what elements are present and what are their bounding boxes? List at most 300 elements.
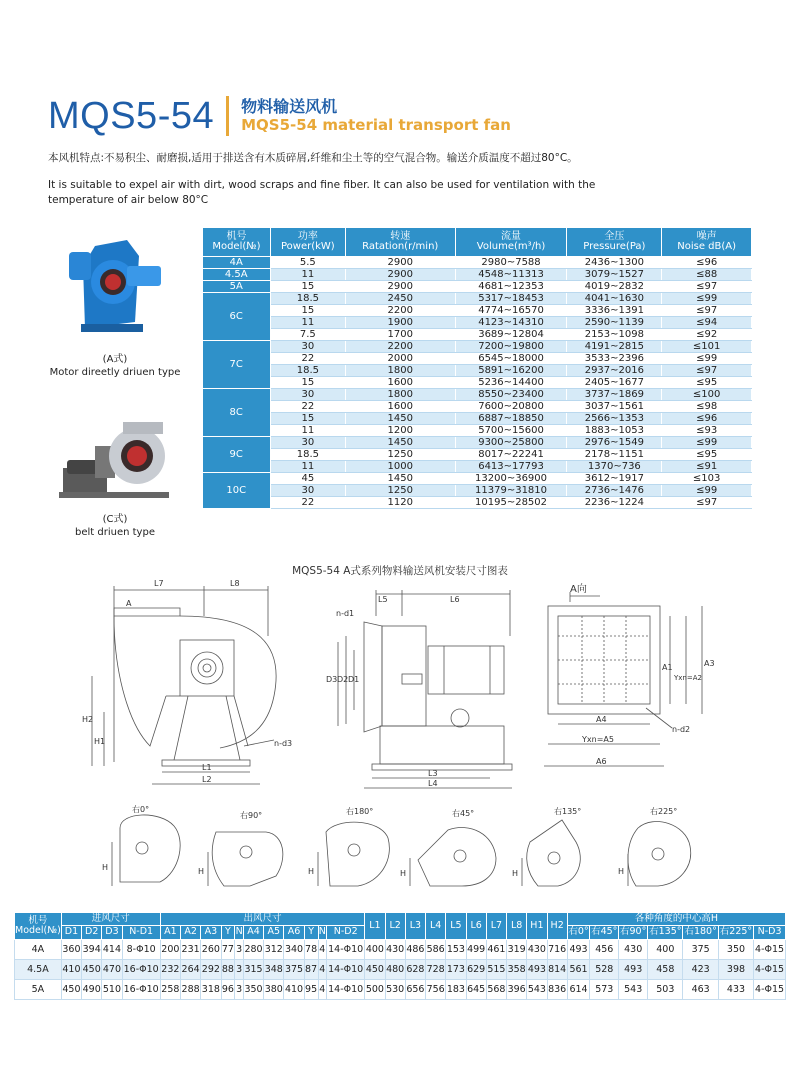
spec-header-cn: 噪声	[696, 230, 717, 242]
spec-cell: 18.5	[270, 449, 345, 461]
dims-cell: 95	[304, 979, 318, 999]
dims-cell: 4-Φ15	[754, 979, 786, 999]
dims-cell: 318	[201, 979, 221, 999]
spec-cell: 22	[270, 353, 345, 365]
dims-row	[15, 939, 786, 959]
spec-cell: 15	[270, 281, 345, 293]
dims-cell: 568	[486, 979, 506, 999]
spec-header-cn: 流量	[501, 230, 522, 242]
side-view-drawing	[70, 576, 310, 796]
spec-cell: 7600~20800	[455, 401, 567, 413]
spec-cell: ≤88	[662, 269, 752, 281]
spec-body	[203, 257, 752, 509]
dims-cell: 4	[318, 939, 327, 959]
description-chinese: 本风机特点:不易积尘、耐磨损,适用于排送含有木质碎屑,纤维和尘土等的空气混合物。输送介质温度不超过80°C。	[48, 152, 578, 164]
spec-cell: 45	[270, 473, 345, 485]
dims-cell: 4-Φ15	[754, 959, 786, 979]
spec-cell: 3336~1391	[567, 305, 662, 317]
spec-cell: 1883~1053	[567, 425, 662, 437]
dims-cell: 153	[446, 939, 466, 959]
spec-cell: ≤96	[662, 413, 752, 425]
spec-cell: 1250	[345, 449, 455, 461]
dims-cell: 292	[201, 959, 221, 979]
dims-cell: 78	[304, 939, 318, 959]
dims-header	[15, 913, 786, 940]
spec-header-1	[270, 228, 345, 257]
dims-cell: 340	[284, 939, 304, 959]
dims-cell: 573	[590, 979, 619, 999]
dims-cell: 410	[284, 979, 304, 999]
dims-cell: 350	[718, 939, 753, 959]
spec-cell: 2236~1224	[567, 497, 662, 509]
spec-cell: 4681~12353	[455, 281, 567, 293]
spec-cell: 2405~1677	[567, 377, 662, 389]
dims-cell: 500	[365, 979, 385, 999]
dims-cell: 510	[102, 979, 122, 999]
spec-cell: 30	[270, 389, 345, 401]
spec-model-cell: 8C	[203, 389, 271, 437]
fan-a-label-en: Motor direetly driuen type	[49, 367, 181, 378]
dims-cell: 836	[547, 979, 567, 999]
spec-cell: 30	[270, 341, 345, 353]
dims-cell: 433	[718, 979, 753, 999]
dims-cell: 614	[567, 979, 590, 999]
dims-cell: 87	[304, 959, 318, 979]
model-title: MQS5-54	[48, 94, 215, 137]
dims-subheader: 右45°	[591, 926, 618, 938]
dims-center-header: 各种角度的中心高H	[567, 913, 785, 926]
h-label-1: H	[102, 863, 109, 872]
dims-model-header: 机号 Model(№)	[15, 913, 62, 940]
spec-row	[203, 305, 752, 317]
dims-cell: 493	[527, 959, 547, 979]
spec-cell: 18.5	[270, 293, 345, 305]
spec-cell: ≤95	[662, 449, 752, 461]
dims-cell: 561	[567, 959, 590, 979]
spec-row	[203, 329, 752, 341]
label-a2: Yxn=A2	[674, 674, 702, 682]
dims-cell: 490	[82, 979, 102, 999]
spec-cell: 2900	[345, 281, 455, 293]
spec-cell: ≤100	[662, 389, 752, 401]
dims-cell: 3	[235, 939, 244, 959]
dims-cell: 14-Φ10	[327, 959, 365, 979]
spec-cell: 3533~2396	[567, 353, 662, 365]
dims-subheader: N	[235, 926, 243, 938]
spec-header-cn: 机号	[226, 230, 247, 242]
spec-header-en: Model(№)	[212, 241, 261, 252]
spec-cell: 5.5	[270, 257, 345, 269]
spec-cell: 2153~1098	[567, 329, 662, 341]
spec-cell: 2976~1549	[567, 437, 662, 449]
label-l5: L5	[378, 595, 388, 604]
dims-cell: 716	[547, 939, 567, 959]
dims-cell: 543	[527, 979, 547, 999]
dims-cell: 530	[385, 979, 405, 999]
spec-cell: ≤95	[662, 377, 752, 389]
dims-cell: 430	[619, 939, 648, 959]
dims-cell: 456	[590, 939, 619, 959]
label-l6: L6	[450, 595, 460, 604]
dims-cell: 173	[446, 959, 466, 979]
spec-row	[203, 473, 752, 485]
fan-c-image	[55, 412, 175, 504]
spec-model-cell: 4A	[203, 257, 271, 269]
dims-cell: 628	[405, 959, 425, 979]
dims-subheader: Y	[221, 926, 235, 939]
spec-cell: 4548~11313	[455, 269, 567, 281]
spec-header-en: Ratation(r/min)	[362, 241, 439, 252]
spec-cell: 2566~1353	[567, 413, 662, 425]
spec-cell: 1250	[345, 485, 455, 497]
spec-cell: 2200	[345, 341, 455, 353]
h-label-4: H	[400, 869, 407, 878]
fan-c-block	[40, 412, 190, 540]
spec-cell: 1700	[345, 329, 455, 341]
spec-row	[203, 341, 752, 353]
spec-cell: 4041~1630	[567, 293, 662, 305]
dims-cell: 629	[466, 959, 486, 979]
dims-cell: 463	[683, 979, 718, 999]
dims-outlet-header: 出风尺寸	[160, 913, 365, 926]
spec-row	[203, 425, 752, 437]
label-l1: L1	[202, 763, 212, 772]
spec-row	[203, 377, 752, 389]
spec-row	[203, 389, 752, 401]
spec-cell: 15	[270, 413, 345, 425]
dims-subheader: N-D3	[754, 926, 786, 939]
dims-cell: 470	[102, 959, 122, 979]
label-nd2: n-d2	[672, 725, 691, 734]
dims-model-cell: 4.5A	[15, 959, 62, 979]
dims-model-cell: 5A	[15, 979, 62, 999]
spec-model-cell: 4.5A	[203, 269, 271, 281]
spec-cell: 10195~28502	[455, 497, 567, 509]
spec-header-0	[203, 228, 271, 257]
dims-cell: 410	[61, 959, 81, 979]
label-a-arrow: A	[126, 599, 132, 608]
front-view-drawing	[320, 586, 520, 792]
dims-cell: 4	[318, 979, 327, 999]
spec-header-2	[345, 228, 455, 257]
spec-cell: 2937~2016	[567, 365, 662, 377]
dims-subheader: A4	[243, 926, 263, 939]
h-label-3: H	[308, 867, 315, 876]
spec-cell: 11379~31810	[455, 485, 567, 497]
dims-cell: 728	[426, 959, 446, 979]
spec-cell: 2436~1300	[567, 257, 662, 269]
dims-subheader: A6	[284, 926, 304, 939]
label-a-direction: A向	[570, 584, 587, 595]
label-h2: H2	[82, 715, 94, 724]
dims-subheader: D1	[61, 926, 81, 939]
label-h1: H1	[94, 737, 106, 746]
dims-subheader: A1	[160, 926, 180, 939]
dims-cell: 396	[507, 979, 527, 999]
spec-cell: 1800	[345, 365, 455, 377]
spec-model-cell: 10C	[203, 473, 271, 509]
spec-cell: ≤96	[662, 257, 752, 269]
h-label-5: H	[512, 869, 519, 878]
dims-col-h2: H2	[547, 913, 567, 940]
spec-row	[203, 365, 752, 377]
dims-cell: 450	[61, 979, 81, 999]
spec-cell: 1000	[345, 461, 455, 473]
dims-cell: 183	[446, 979, 466, 999]
dims-cell: 450	[82, 959, 102, 979]
spec-cell: ≤103	[662, 473, 752, 485]
spec-cell: 1200	[345, 425, 455, 437]
dims-cell: 400	[365, 939, 385, 959]
label-l8: L8	[230, 579, 240, 588]
dims-cell: 4	[318, 959, 327, 979]
spec-cell: 4123~14310	[455, 317, 567, 329]
spec-cell: 5236~14400	[455, 377, 567, 389]
spec-cell: 5700~15600	[455, 425, 567, 437]
spec-cell: ≤101	[662, 341, 752, 353]
spec-cell: 11	[270, 269, 345, 281]
label-a6: A6	[596, 757, 607, 766]
dims-cell: 88	[221, 959, 235, 979]
dims-cell: 260	[201, 939, 221, 959]
spec-cell: ≤97	[662, 305, 752, 317]
label-d3: D3	[326, 675, 338, 684]
dims-subheader: 右135°	[649, 926, 682, 938]
spec-cell: 1600	[345, 401, 455, 413]
dims-cell: 14-Φ10	[327, 939, 365, 959]
dims-cell: 16-Φ10	[122, 979, 160, 999]
dims-col-l5: L5	[446, 913, 466, 940]
spec-cell: 1370~736	[567, 461, 662, 473]
dims-subheader: A2	[181, 926, 201, 939]
dims-cell: 515	[486, 959, 506, 979]
spec-cell: 2590~1139	[567, 317, 662, 329]
label-a4: A4	[596, 715, 607, 724]
dims-cell: 380	[264, 979, 284, 999]
dims-cell: 480	[385, 959, 405, 979]
spec-cell: ≤97	[662, 497, 752, 509]
spec-cell: 11	[270, 317, 345, 329]
dims-subheader: Y	[304, 926, 318, 939]
dims-cell: 360	[61, 939, 81, 959]
label-l7: L7	[154, 579, 164, 588]
title-chinese: 物料输送风机	[241, 97, 338, 117]
dims-cell: 3	[235, 979, 244, 999]
spec-cell: 3737~1869	[567, 389, 662, 401]
spec-cell: 22	[270, 497, 345, 509]
dims-cell: 315	[243, 959, 263, 979]
dims-subheader: 右90°	[620, 926, 647, 938]
title-divider	[226, 96, 229, 136]
spec-cell: 6413~17793	[455, 461, 567, 473]
dims-cell: 493	[567, 939, 590, 959]
label-a5: Yxn=A5	[582, 735, 614, 744]
spec-row	[203, 269, 752, 281]
spec-cell: 5317~18453	[455, 293, 567, 305]
flange-view-drawing	[540, 582, 720, 788]
spec-cell: 2980~7588	[455, 257, 567, 269]
dims-cell: 814	[547, 959, 567, 979]
spec-cell: 1120	[345, 497, 455, 509]
dims-subheader: D2	[82, 926, 102, 939]
header-titles	[241, 98, 511, 134]
label-d2: D2	[337, 675, 349, 684]
angle-label-135: 右135°	[554, 807, 582, 816]
dims-cell: 423	[683, 959, 718, 979]
dimensions-table	[14, 912, 786, 1000]
dims-cell: 450	[365, 959, 385, 979]
spec-cell: 2178~1151	[567, 449, 662, 461]
dims-cell: 14-Φ10	[327, 979, 365, 999]
spec-header-cn: 功率	[297, 230, 318, 242]
spec-cell: 11	[270, 425, 345, 437]
spec-cell: 30	[270, 485, 345, 497]
spec-cell: 7200~19800	[455, 341, 567, 353]
spec-cell: 15	[270, 377, 345, 389]
spec-model-cell: 9C	[203, 437, 271, 473]
angle-label-180: 右180°	[346, 807, 374, 816]
label-l3: L3	[428, 769, 438, 778]
dims-cell: 4-Φ15	[754, 939, 786, 959]
spec-cell: 1450	[345, 473, 455, 485]
dims-col-l2: L2	[385, 913, 405, 940]
spec-cell: 4774~16570	[455, 305, 567, 317]
angle-label-225: 右225°	[650, 807, 678, 816]
label-a1: A1	[662, 663, 673, 672]
spec-cell: 6887~18850	[455, 413, 567, 425]
dims-col-h1: H1	[527, 913, 547, 940]
spec-cell: 4019~2832	[567, 281, 662, 293]
dims-col-l7: L7	[486, 913, 506, 940]
spec-cell: ≤91	[662, 461, 752, 473]
label-nd1: n-d1	[336, 609, 355, 618]
spec-header-4	[567, 228, 662, 257]
spec-cell: ≤99	[662, 485, 752, 497]
spec-row	[203, 413, 752, 425]
dims-cell: 458	[648, 959, 683, 979]
spec-header-3	[455, 228, 567, 257]
spec-row	[203, 257, 752, 269]
dims-subheader: N-D1	[122, 926, 160, 939]
dims-subheader: 右0°	[568, 926, 589, 938]
dims-cell: 486	[405, 939, 425, 959]
dims-col-l3: L3	[405, 913, 425, 940]
spec-header-5	[662, 228, 752, 257]
spec-row	[203, 461, 752, 473]
spec-cell: 1600	[345, 377, 455, 389]
drawing-caption: MQS5-54 A式系列物料输送风机安装尺寸图表	[292, 565, 508, 577]
label-l2: L2	[202, 775, 212, 784]
dims-cell: 264	[181, 959, 201, 979]
spec-header-cn: 转速	[390, 230, 411, 242]
spec-cell: 2000	[345, 353, 455, 365]
spec-cell: ≤97	[662, 365, 752, 377]
spec-cell: 3037~1561	[567, 401, 662, 413]
spec-cell: 3079~1527	[567, 269, 662, 281]
spec-row	[203, 317, 752, 329]
dims-subheader: A5	[264, 926, 284, 939]
spec-row	[203, 497, 752, 509]
spec-cell: 3689~12804	[455, 329, 567, 341]
dims-subheader: 右225°	[719, 926, 753, 938]
dims-cell: 16-Φ10	[122, 959, 160, 979]
spec-row	[203, 293, 752, 305]
spec-row	[203, 353, 752, 365]
spec-row	[203, 437, 752, 449]
spec-cell: ≤93	[662, 425, 752, 437]
spec-row	[203, 401, 752, 413]
spec-cell: ≤99	[662, 437, 752, 449]
label-nd3: n-d3	[274, 739, 293, 748]
fan-c-label-en: belt driuen type	[75, 527, 155, 538]
dims-model-cell: 4A	[15, 939, 62, 959]
dims-cell: 288	[181, 979, 201, 999]
dims-subheader: N-D2	[327, 926, 365, 939]
spec-cell: 11	[270, 461, 345, 473]
spec-table	[202, 227, 752, 509]
spec-row	[203, 449, 752, 461]
spec-cell: 5891~16200	[455, 365, 567, 377]
dims-cell: 375	[683, 939, 718, 959]
dims-subheader: N	[318, 926, 326, 938]
dims-cell: 319	[507, 939, 527, 959]
spec-cell: 9300~25800	[455, 437, 567, 449]
h-label-2: H	[198, 867, 205, 876]
dims-cell: 3	[235, 959, 244, 979]
spec-cell: 3612~1917	[567, 473, 662, 485]
spec-cell: ≤92	[662, 329, 752, 341]
dims-cell: 232	[160, 959, 180, 979]
dims-cell: 350	[243, 979, 263, 999]
angle-views-drawing	[90, 802, 710, 902]
fan-a-block	[40, 226, 190, 380]
dims-cell: 358	[507, 959, 527, 979]
spec-cell: 4191~2815	[567, 341, 662, 353]
spec-cell: 8550~23400	[455, 389, 567, 401]
dims-cell: 493	[619, 959, 648, 979]
spec-header-en: Volume(m³/h)	[476, 241, 546, 252]
dims-cell: 375	[284, 959, 304, 979]
spec-cell: 7.5	[270, 329, 345, 341]
spec-cell: 1450	[345, 413, 455, 425]
spec-cell: ≤99	[662, 293, 752, 305]
h-label-6: H	[618, 867, 625, 876]
spec-cell: ≤97	[662, 281, 752, 293]
page-header	[48, 92, 511, 140]
dims-subheader: A3	[201, 926, 221, 939]
dims-inlet-header: 进风尺寸	[61, 913, 160, 926]
spec-cell: ≤98	[662, 401, 752, 413]
label-d1: D1	[348, 675, 360, 684]
angle-label-90: 右90°	[240, 811, 263, 820]
spec-cell: 13200~36900	[455, 473, 567, 485]
spec-cell: 2200	[345, 305, 455, 317]
spec-cell: 2900	[345, 269, 455, 281]
dims-col-l8: L8	[507, 913, 527, 940]
dims-subheader: 右180°	[684, 926, 717, 938]
dims-row	[15, 959, 786, 979]
spec-header-row	[203, 228, 752, 257]
spec-row	[203, 485, 752, 497]
dims-cell: 543	[619, 979, 648, 999]
spec-cell: ≤94	[662, 317, 752, 329]
spec-cell: 2900	[345, 257, 455, 269]
description-english: It is suitable to expel air with dirt, wood scraps and fine fiber. It can also be used for ventilation with the temperature of air below 80°C	[48, 179, 596, 206]
spec-header-en: Pressure(Pa)	[583, 241, 646, 252]
spec-cell: 2736~1476	[567, 485, 662, 497]
dims-cell: 394	[82, 939, 102, 959]
spec-cell: 22	[270, 401, 345, 413]
